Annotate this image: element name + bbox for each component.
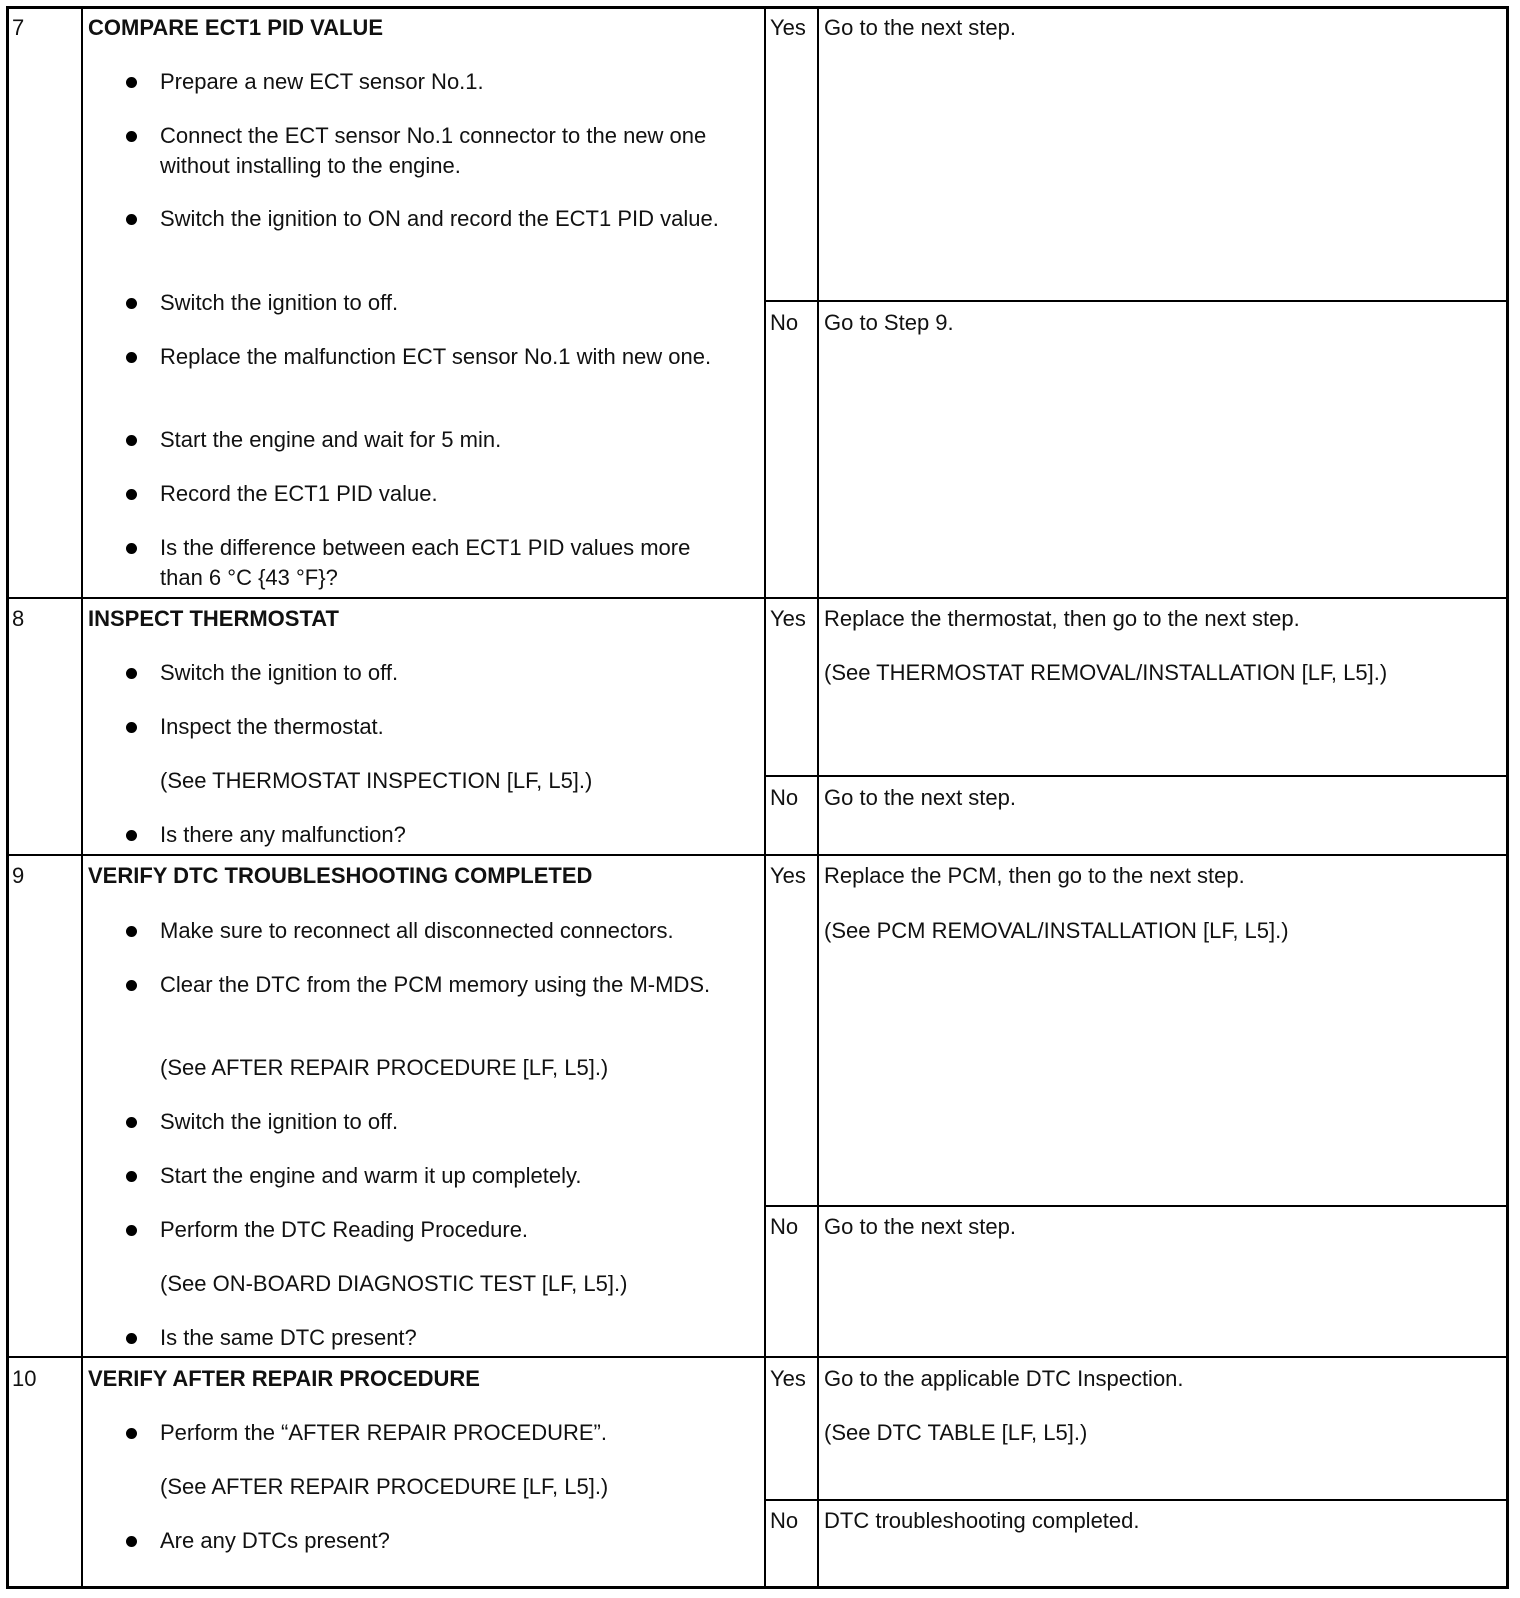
no-label: No: [770, 1508, 799, 1533]
step-number: 10: [12, 1366, 37, 1391]
bullet-icon: [126, 131, 137, 142]
step-title: INSPECT THERMOSTAT: [88, 606, 339, 631]
column-divider: [817, 6, 819, 1589]
step-reference: (See ON-BOARD DIAGNOSTIC TEST [LF, L5].): [160, 1271, 628, 1296]
step-number: 8: [12, 606, 25, 631]
step-item: Switch the ignition to ON and record the ECT1 PID value.: [160, 206, 719, 231]
yes-label: Yes: [770, 15, 806, 40]
yes-result: Go to the next step.: [824, 15, 1017, 40]
step-reference: (See AFTER REPAIR PROCEDURE [LF, L5].): [160, 1055, 609, 1080]
yes-reference: (See PCM REMOVAL/INSTALLATION [LF, L5].): [824, 918, 1289, 943]
row-divider: [6, 854, 1509, 856]
bullet-icon: [126, 1117, 137, 1128]
yes-result: Replace the PCM, then go to the next step.: [824, 863, 1245, 888]
bullet-icon: [126, 352, 137, 363]
yes-no-divider: [764, 300, 1509, 302]
bullet-icon: [126, 77, 137, 88]
no-result: Go to the next step.: [824, 785, 1017, 810]
bullet-icon: [126, 1428, 137, 1439]
step-item: Inspect the thermostat.: [160, 714, 384, 739]
bullet-icon: [126, 926, 137, 937]
step-number: 9: [12, 863, 25, 888]
step-item: Perform the DTC Reading Procedure.: [160, 1217, 529, 1242]
bullet-icon: [126, 1333, 137, 1344]
bullet-icon: [126, 435, 137, 446]
step-item: Is there any malfunction?: [160, 822, 406, 847]
step-item: Prepare a new ECT sensor No.1.: [160, 69, 484, 94]
step-item: Is the same DTC present?: [160, 1325, 417, 1350]
step-title: VERIFY DTC TROUBLESHOOTING COMPLETED: [88, 863, 593, 888]
bullet-icon: [126, 543, 137, 554]
bullet-icon: [126, 1225, 137, 1236]
step-item: Record the ECT1 PID value.: [160, 481, 438, 506]
no-label: No: [770, 310, 799, 335]
bullet-icon: [126, 980, 137, 991]
yes-reference: (See THERMOSTAT REMOVAL/INSTALLATION [LF, L5].): [824, 660, 1388, 685]
step-item: Switch the ignition to off.: [160, 290, 399, 315]
no-result: Go to Step 9.: [824, 310, 954, 335]
yes-label: Yes: [770, 606, 806, 631]
step-title: COMPARE ECT1 PID VALUE: [88, 15, 383, 40]
bullet-icon: [126, 489, 137, 500]
step-item: Start the engine and wait for 5 min.: [160, 427, 502, 452]
bullet-icon: [126, 214, 137, 225]
bullet-icon: [126, 298, 137, 309]
no-result: DTC troubleshooting completed.: [824, 1508, 1140, 1533]
step-reference: (See AFTER REPAIR PROCEDURE [LF, L5].): [160, 1474, 609, 1499]
yes-label: Yes: [770, 1366, 806, 1391]
step-item: Replace the malfunction ECT sensor No.1 with new one.: [160, 344, 712, 369]
step-title: VERIFY AFTER REPAIR PROCEDURE: [88, 1366, 480, 1391]
step-item: Are any DTCs present?: [160, 1528, 390, 1553]
yes-no-divider: [764, 1205, 1509, 1207]
yes-no-divider: [764, 775, 1509, 777]
step-item: Clear the DTC from the PCM memory using the M-MDS.: [160, 972, 711, 997]
bullet-icon: [126, 830, 137, 841]
step-item: Switch the ignition to off.: [160, 660, 399, 685]
yes-result: Go to the applicable DTC Inspection.: [824, 1366, 1184, 1391]
step-item: Connect the ECT sensor No.1 connector to the new one without installing to the engine.: [160, 123, 707, 178]
bullet-icon: [126, 722, 137, 733]
bullet-icon: [126, 668, 137, 679]
yes-label: Yes: [770, 863, 806, 888]
bullet-icon: [126, 1536, 137, 1547]
step-item: Perform the “AFTER REPAIR PROCEDURE”.: [160, 1420, 607, 1445]
no-label: No: [770, 785, 799, 810]
bullet-icon: [126, 1171, 137, 1182]
yes-reference: (See DTC TABLE [LF, L5].): [824, 1420, 1088, 1445]
step-item: Switch the ignition to off.: [160, 1109, 399, 1134]
step-number: 7: [12, 15, 25, 40]
column-divider: [81, 6, 83, 1589]
no-result: Go to the next step.: [824, 1214, 1017, 1239]
row-divider: [6, 597, 1509, 599]
yes-result: Replace the thermostat, then go to the next step.: [824, 606, 1300, 631]
row-divider: [6, 1356, 1509, 1358]
yes-no-divider: [764, 1499, 1509, 1501]
step-item: Start the engine and warm it up completely.: [160, 1163, 582, 1188]
step-item: Make sure to reconnect all disconnected connectors.: [160, 918, 674, 943]
step-item: Is the difference between each ECT1 PID values more than 6 °C {43 °F}?: [160, 535, 691, 590]
step-reference: (See THERMOSTAT INSPECTION [LF, L5].): [160, 768, 593, 793]
column-divider: [764, 6, 766, 1589]
no-label: No: [770, 1214, 799, 1239]
